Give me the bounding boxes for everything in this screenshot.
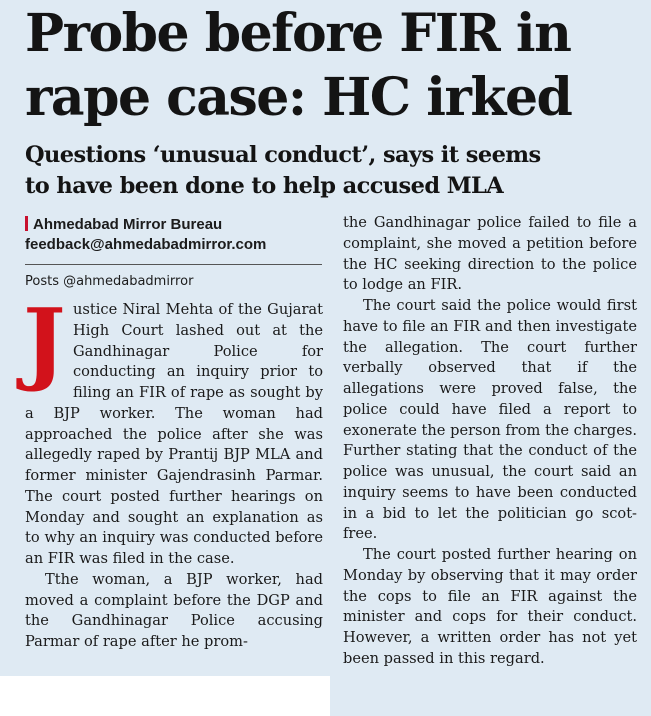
byline-bar <box>25 216 28 231</box>
headline-line-2: rape case: HC irked <box>25 67 572 128</box>
article-paragraph-4: The court posted further hearing on Monday by observing that it may order the cops to file an FIR against the minister and cops for their conduct. However, a written order has not yet been passed in this regard. <box>343 546 637 667</box>
byline <box>25 215 325 255</box>
byline-author: Ahmedabad Mirror Bureau <box>33 216 223 233</box>
headline-line-1: Probe before FIR in <box>25 3 571 64</box>
article-column-1 <box>23 289 323 653</box>
article-paragraph-1 <box>23 289 323 570</box>
torn-edge <box>0 676 330 716</box>
byline-email: feedback@ahmedabadmirror.com <box>25 236 267 253</box>
article-paragraph-3: The court said the police would first have to file an FIR and then investigate the allegation. The court further verbally observed that if the allegations were proved false, the police could have filed a report to exonerate the person from the charges. Further stating that the conduct of the police was unusual, the court said an inquiry seems to have been conducted in a bid to let the politician go scot-free. <box>343 297 637 543</box>
subheadline <box>25 140 645 202</box>
drop-cap: J <box>23 289 66 395</box>
article-column-2 <box>343 213 637 670</box>
article-paragraph-1-text: ustice Niral Mehta of the Gujarat High Court lashed out at the Gandhinagar Police for conducting an inquiry prior to filing an FIR of rape as sought by a BJP worker. The woman had approached the police after she was allegedly raped by Prantij BJP MLA and former minister Gajendrasinh Parmar. The court posted further hearings on Monday and sought an explanation as to why an inquiry was conducted before an FIR was filed in the case. <box>25 301 323 567</box>
article-paragraph-2-continued: the Gandhinagar police failed to file a complaint, she moved a petition before the HC seeking direction to the police to lodge an FIR. <box>343 214 637 294</box>
subheadline-line-2: to have been done to help accused MLA <box>25 173 504 199</box>
headline <box>25 2 645 130</box>
article-paragraph-2: Tthe woman, a BJP worker, had moved a complaint before the DGP and the Gandhinagar Police accusing Parmar of rape after he prom- <box>25 570 323 650</box>
byline-posts: Posts @ahmedabadmirror <box>25 274 194 289</box>
byline-divider <box>25 264 322 265</box>
subheadline-line-1: Questions ‘unusual conduct’, says it seems <box>25 142 541 168</box>
